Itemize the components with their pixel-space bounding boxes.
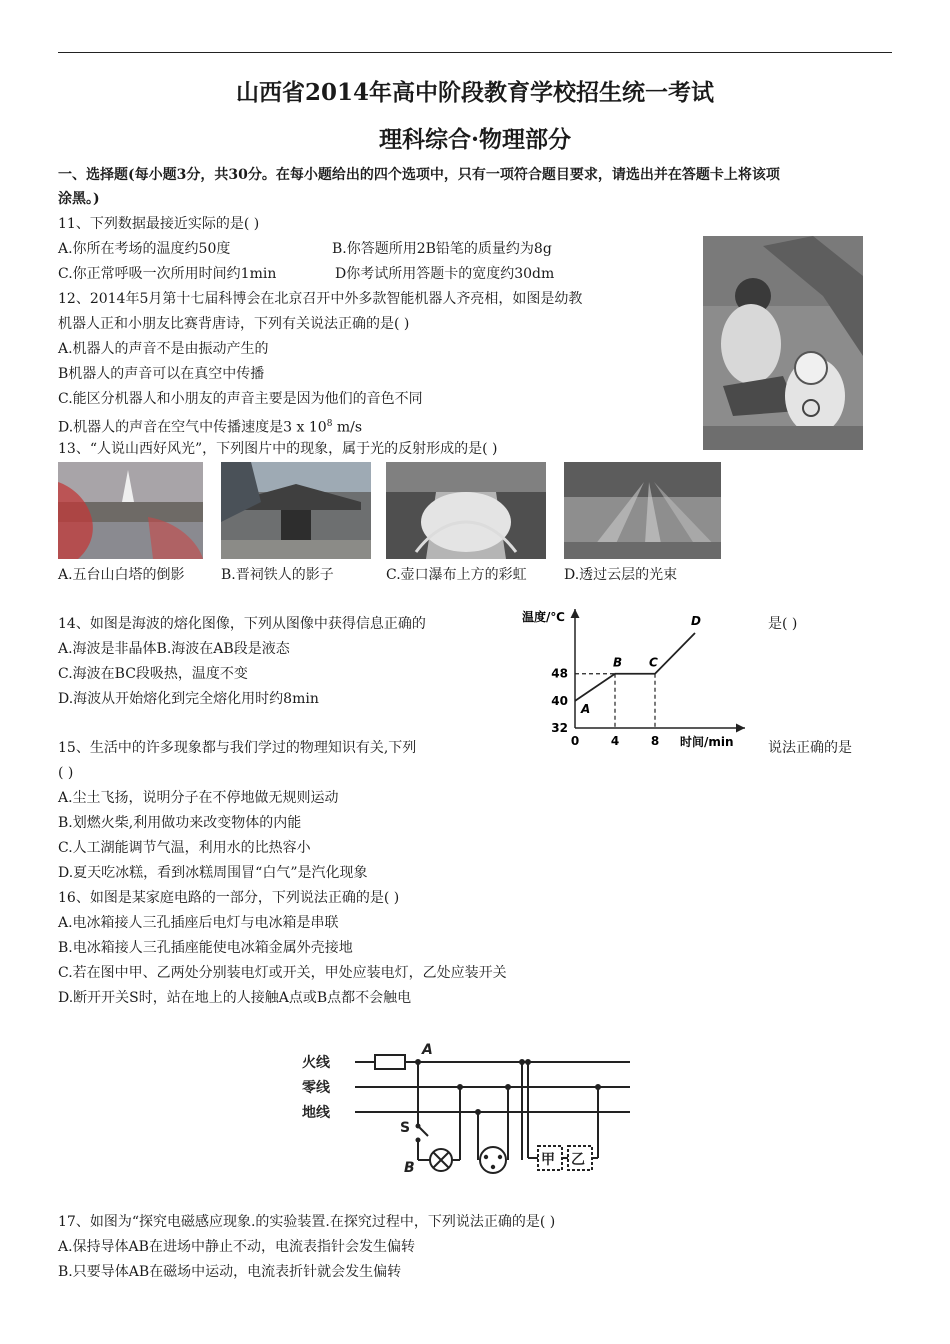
section-heading-line1: 一、选择题(每小题3分，共30分。在每小题给出的四个选项中，只有一项符合题目要求，请选出并在答题卡上将该项: [58, 167, 780, 183]
q17-option-b: B.只要导体AB在磁场中运动，电流表折针就会发生偏转: [58, 1264, 402, 1280]
q11-option-b: B.你答题所用2B铅笔的质量约为8g: [332, 241, 552, 257]
household-circuit-diagram: [300, 1040, 635, 1190]
box-jia-label: 甲: [541, 1152, 555, 1168]
junction-neutral-3: [595, 1084, 601, 1090]
q14-option-c: C.海波在BC段吸热，温度不变: [58, 666, 248, 682]
q11-option-d: D你考试所用答题卡的宽度约30dm: [335, 266, 555, 282]
q14-stem-tail: 是( ): [768, 616, 798, 632]
q16-option-d: D.断开开关S时，站在地上的人接触A点或B点都不会触电: [58, 990, 412, 1006]
x-tick-label: 0: [570, 734, 580, 748]
ground-wire-label: 地线: [302, 1105, 330, 1121]
q13-caption-a: A.五台山白塔的倒影: [58, 567, 185, 583]
junction-live-2: [525, 1059, 531, 1065]
section-heading-line2: 涂黑。): [58, 191, 100, 207]
q12-option-b: B机器人的声音可以在真空中传播: [58, 366, 265, 382]
point-b-label: B: [404, 1160, 415, 1176]
y-tick-label: 32: [551, 721, 568, 735]
y-tick-label: 40: [551, 693, 568, 708]
live-wire-label: 火线: [302, 1055, 330, 1071]
q12-stem-2: 机器人正和小朋友比赛背唐诗，下列有关说法正确的是( ): [58, 316, 410, 332]
socket-hole-3: [491, 1165, 495, 1169]
q12-option-a: A.机器人的声音不是由振动产生的: [58, 341, 269, 357]
hukou-waterfall-photo: [386, 462, 546, 559]
point-a-label: A: [422, 1042, 433, 1058]
x-tick-label: 8: [650, 734, 660, 748]
junction-neutral-1: [457, 1084, 463, 1090]
junction-a: [415, 1059, 421, 1065]
q16-option-a: A.电冰箱接人三孔插座后电灯与电冰箱是串联: [58, 915, 339, 931]
sunbeam-clouds-photo: [564, 462, 721, 559]
q11-stem: 11、下列数据最接近实际的是( ): [58, 216, 260, 232]
white-pagoda-reflection-photo: [58, 462, 203, 559]
top-rule: [58, 52, 892, 53]
exam-title: 山西省2014年高中阶段教育学校招生统一考试: [235, 79, 714, 106]
melting-curve-line: [575, 633, 695, 701]
point-label-d: D: [691, 614, 701, 628]
point-label-b: B: [613, 655, 623, 670]
q16-option-c: C.若在图中甲、乙两处分别装电灯或开关，甲处应装电灯，乙处应装开关: [58, 965, 507, 981]
junction-live-1: [519, 1059, 525, 1065]
q13-stem: 13、“人说山西好风光”，下列图片中的现象，属于光的反射形成的是( ): [58, 441, 498, 457]
q14-option-ab: A.海波是非晶体B.海波在AB段是液态: [58, 641, 290, 657]
socket-hole-2: [498, 1155, 502, 1159]
q17-option-a: A.保持导体AB在进场中静止不动，电流表指针会发生偏转: [58, 1239, 415, 1255]
q15-paren: ( ): [58, 765, 74, 781]
q17-stem: 17、如图为“探究电磁感应现象.的实验装置.在探究过程中，下列说法正确的是( ): [58, 1214, 556, 1230]
y-tick-label: 48: [551, 666, 568, 681]
junction-b: [416, 1138, 421, 1143]
q15-option-a: A.尘土飞扬，说明分子在不停地做无规则运动: [58, 790, 339, 806]
point-label-c: C: [649, 655, 658, 670]
q14-option-d: D.海波从开始熔化到完全熔化用时约8min: [58, 691, 319, 707]
junction-neutral-2: [505, 1084, 511, 1090]
q13-caption-d: D.透过云层的光束: [564, 567, 678, 583]
x-axis-label: 时间/min: [680, 735, 734, 749]
q11-option-a: A.你所在考场的温度约50度: [58, 241, 231, 257]
q12-option-c: C.能区分机器人和小朋友的声音主要是因为他们的音色不同: [58, 391, 423, 407]
robot-child-photo: [703, 236, 863, 450]
q13-caption-b: B.晋祠铁人的影子: [221, 567, 334, 583]
melting-curve-chart: [520, 603, 755, 753]
y-axis-label: 温度/℃: [522, 610, 565, 624]
box-yi-label: 乙: [571, 1152, 585, 1168]
jinci-iron-man-photo: [221, 462, 371, 559]
q15-option-d: D.夏天吃冰糕，看到冰糕周围冒“白气”是汽化现象: [58, 865, 368, 881]
q16-stem: 16、如图是某家庭电路的一部分，下列说法正确的是( ): [58, 890, 400, 906]
q15-option-b: B.划燃火柴,利用做功来改变物体的内能: [58, 815, 302, 831]
fuse: [375, 1055, 405, 1069]
q12-option-d: D.机器人的声音在空气中传播速度是3 x $10^8$ m/s: [58, 419, 363, 436]
q15-stem-tail: 说法正确的是: [768, 740, 852, 756]
point-label-a: A: [581, 701, 591, 716]
socket-hole-1: [484, 1155, 488, 1159]
x-tick-label: 4: [610, 734, 620, 748]
exam-subtitle: 理科综合·物理部分: [378, 126, 571, 153]
q16-option-b: B.电冰箱接人三孔插座能使电冰箱金属外壳接地: [58, 940, 353, 956]
switch-label: S: [400, 1120, 411, 1136]
q13-caption-c: C.壶口瀑布上方的彩虹: [386, 567, 527, 583]
neutral-wire-label: 零线: [302, 1080, 330, 1096]
q12-stem-1: 12、2014年5月第十七届科博会在北京召开中外多款智能机器人齐亮相，如图是幼教: [58, 291, 583, 307]
q15-stem: 15、生活中的许多现象都与我们学过的物理知识有关,下列: [58, 740, 417, 756]
q14-stem: 14、如图是海波的熔化图像，下列从图像中获得信息正确的: [58, 616, 426, 632]
q15-option-c: C.人工湖能调节气温，利用水的比热容小: [58, 840, 311, 856]
switch-pivot: [416, 1124, 421, 1129]
junction-ground: [475, 1109, 481, 1115]
q11-option-c: C.你正常呼吸一次所用时间约1min: [58, 266, 277, 282]
